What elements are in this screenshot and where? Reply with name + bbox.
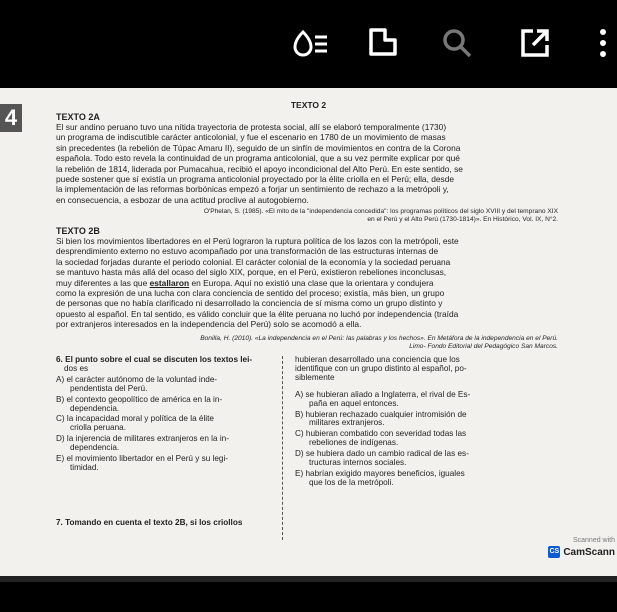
texto-2a-heading: TEXTO 2A: [56, 112, 100, 122]
camscanner-watermark: Scanned with CS CamScann: [549, 537, 615, 558]
q6-option-d: D) la injerencia de militares extranjeros en la in- dependencia.: [56, 434, 229, 453]
more-vert-icon[interactable]: [593, 26, 613, 60]
page-number: 4: [0, 104, 22, 132]
question-6: 6. El punto sobre el cual se discuten los textos lei- dos es A) el carácter autónomo de la voluntad inde- pendentista del Perú. B) el contexto geopolítico de américa en la in- dependencia. C) la incapacidad moral y política de la élite criolla peruana. D) la injerencia de militares extranjeros en la in- dependencia. E) el movimiento libertador en el Perú y su legi- timidad.: [56, 356, 272, 473]
crop-icon[interactable]: [363, 26, 403, 60]
viewer-toolbar: [0, 0, 617, 88]
q7-option-e: E) habrían exigido mayores beneficios, iguales que los de la metrópoli.: [295, 468, 465, 487]
open-external-icon[interactable]: [515, 26, 555, 60]
search-icon[interactable]: [437, 26, 477, 60]
texto-2a-body: El sur andino peruano tuvo una nítida trayectoria de protesta social, allí se elaboró temporalmente (1730) un programa de indiscutible carácter anticolonial, y fue el escenario en 1780 de un movimiento de masas sin precedentes (la rebelión de Túpac Amaru II), seguido de un sinfín de movimientos en contra de la Corona española. Todo esto revela la continuidad de un programa anticolonial, que a su vez permite explicar por qué la rebelión de 1814, liderada por Pumacahua, recibió el apoyo incondicional del Alto Perú. En este sentido, se puede sostener que sí existía un programa anticolonial proyectado por la élite criolla en el Perú; ella, desde la implementación de las reformas borbónicas empezó a forjar un sentimiento de rechazo a la metrópoli y, en consecuencia, a esbozar de una actitud proclive al autogobierno.: [56, 122, 463, 205]
camscanner-logo-icon: CS: [548, 546, 560, 558]
q7-option-c: C) hubieran combatido con severidad todas las rebeliones de indígenas.: [295, 429, 467, 448]
q6-option-c: C) la incapacidad moral y política de la élite criolla peruana.: [56, 414, 214, 433]
texto-2a-citation: O'Phelan, S. (1985). «El mito de la "independencia concedida": los programas políticos del siglo XVIII y del temprano XIX en el Perú y el Alto Perú (1730-1814)». En Histórico, Vol. IX, N°2.: [203, 208, 558, 224]
texto-2b-body: Si bien los movimientos libertadores en el Perú lograron la ruptura política de los lazos con la metrópoli, este desprendimiento externo no estuvo acompañado por una transformación de las estructuras internas de la sociedad forjadas durante el periodo colonial. El carácter colonial de la economía y la sociedad peruana se mantuvo hasta más allá del ocaso del siglo XIX, porque, en el Perú, existieron rebeliones inconclusas, muy diferentes a las que estallaron en Europa. Aquí no existió una clase que la orientara y condujera como la expresión de una lucha con clara conciencia de sentido del proceso; existía, más bien, un grupo de personas que no había clarificado ni desarrollado la conciencia de sí misma como un grupo distinto y opuesto al español. En tal sentido, es válido concluir que la élite peruana no luchó por independencia (traída por extranjeros interesados en la independencia del Perú) solo se acomodó a ella.: [56, 236, 459, 330]
scanned-document-page[interactable]: [0, 88, 617, 576]
column-divider: [282, 356, 283, 540]
question-7: hubieran desarrollado una conciencia que los identifique con un grupo distinto al español, po- siblemente A) se hubieran aliado a Inglaterra, el rival de Es- paña en aquel entonces. B) hubieran rechazado cualquier intromisión de militares extranjeros. C) hubieran combatido con severidad todas las rebeliones de indígenas. D) se hubiera dado un cambio radical de las es- tructuras internos sociales. E) habrían exigido mayores beneficios, iguales que los de la metrópoli.: [295, 356, 519, 488]
q6-option-a: A) el carácter autónomo de la voluntad inde- pendentista del Perú.: [56, 374, 218, 393]
q7-option-d: D) se hubiera dado un cambio radical de las es- tructuras internos sociales.: [295, 449, 469, 468]
question-7-stem: 7. Tomando en cuenta el texto 2B, si los criollos: [56, 518, 243, 527]
underlined-word: estallaron: [149, 277, 190, 288]
texto-2b-heading: TEXTO 2B: [56, 226, 100, 236]
q6-option-e: E) el movimiento libertador en el Perú y su legi- timidad.: [56, 454, 229, 472]
text-to-speech-icon[interactable]: [291, 26, 331, 60]
q7-option-a: A) se hubieran aliado a Inglaterra, el rival de Es- paña en aquel entonces.: [295, 389, 471, 408]
q7-option-b: B) hubieran rechazado cualquier intromisión de militares extranjeros.: [295, 409, 467, 428]
bottom-bar: [0, 576, 617, 612]
q6-option-b: B) el contexto geopolítico de américa en la in- dependencia.: [56, 394, 223, 413]
section-title: TEXTO 2: [290, 100, 327, 110]
texto-2b-citation: Bonilla, H. (2010). «La independencia en el Perú: las palabras y los hechos». En Metáfora de la independencia en el Perú. Limo- Fondo Editorial del Pedagógico San Marcos.: [200, 335, 558, 351]
scroll-indicator: [0, 576, 617, 582]
